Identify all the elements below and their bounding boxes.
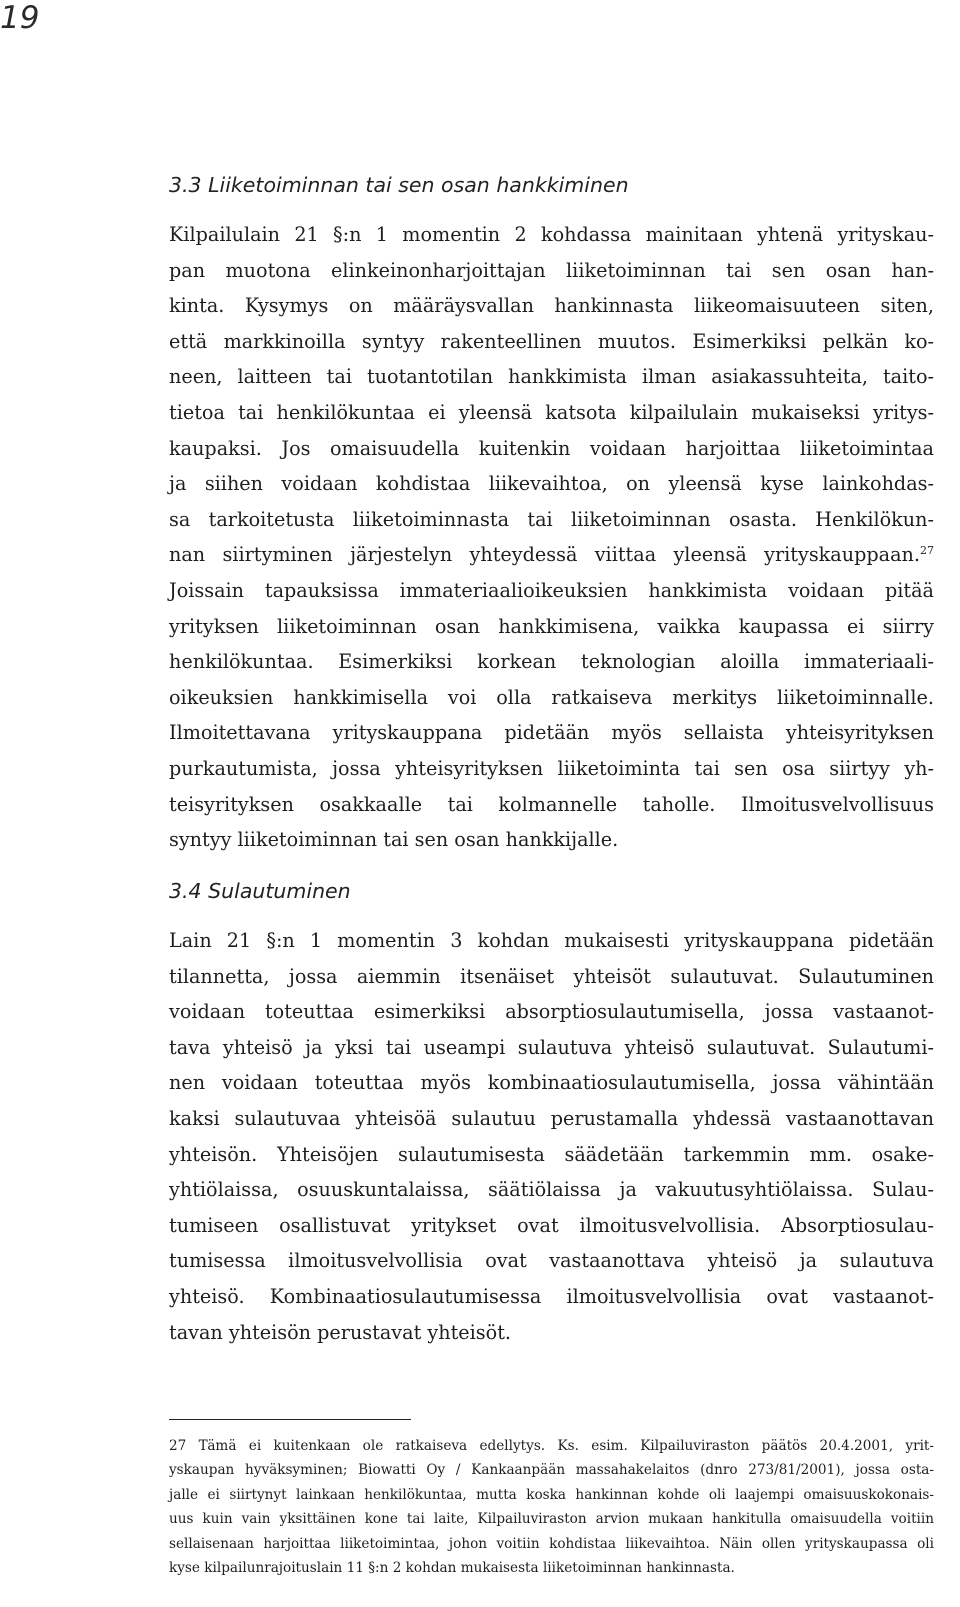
paragraph-line: ja siihen voidaan kohdistaa liikevaihtoa, on yleensä kyse lainkohdas- <box>169 472 934 496</box>
paragraph-line: nen voidaan toteuttaa myös kombinaatiosulautumisella, jossa vähintään <box>169 1071 934 1095</box>
paragraph-line: tava yhteisö ja yksi tai useampi sulautuva yhteisö sulautuvat. Sulautumi- <box>169 1035 934 1059</box>
paragraph-line: kaupaksi. Jos omaisuudella kuitenkin voidaan harjoittaa liiketoimintaa <box>169 436 934 460</box>
paragraph-line: Kilpailulain 21 §:n 1 momentin 2 kohdassa mainitaan yhtenä yrityskau- <box>169 223 934 246</box>
footnote-line: yskaupan hyväksyminen; Biowatti Oy / Kankaanpään massahakelaitos (dnro 273/81/2001), jossa osta- <box>169 1462 934 1479</box>
section-heading-3-4: 3.4 Sulautuminen <box>169 879 351 903</box>
paragraph-line: yhtiölaissa, osuuskuntalaissa, säätiölaissa ja vakuutusyhtiölaissa. Sulau- <box>169 1178 934 1202</box>
paragraph-line: purkautumista, jossa yhteisyrityksen liiketoiminta tai sen osa siirtyy yh- <box>169 756 934 780</box>
paragraph-line: tumiseen osallistuvat yritykset ovat ilmoitusvelvollisia. Absorptiosulau- <box>169 1213 934 1237</box>
footnote-line: 27 Tämä ei kuitenkaan ole ratkaiseva edellytys. Ks. esim. Kilpailuviraston päätös 20.4.2001, yrit- <box>169 1438 934 1454</box>
paragraph-line-with-footnote <box>169 537 934 573</box>
paragraph-line: henkilökuntaa. Esimerkiksi korkean teknologian aloilla immateriaali- <box>169 650 934 674</box>
page-number: 19 <box>0 0 40 36</box>
paragraph-line: Joissain tapauksissa immateriaalioikeuksien hankkimista voidaan pitää <box>169 578 934 602</box>
paragraph-line: Lain 21 §:n 1 momentin 3 kohdan mukaisesti yrityskauppana pidetään <box>169 929 934 952</box>
paragraph-line: Ilmoitettavana yrityskauppana pidetään myös sellaista yhteisyrityksen <box>169 721 934 745</box>
paragraph-line: että markkinoilla syntyy rakenteellinen muutos. Esimerkiksi pelkän ko- <box>169 329 934 353</box>
paragraph-line: tilannetta, jossa aiemmin itsenäiset yhteisöt sulautuvat. Sulautuminen <box>169 964 934 988</box>
paragraph-line: sa tarkoitetusta liiketoiminnasta tai liiketoiminnan osasta. Henkilökun- <box>169 507 934 531</box>
section-heading-3-3: 3.3 Liiketoiminnan tai sen osan hankkiminen <box>169 173 629 197</box>
paragraph-line: kinta. Kysymys on määräysvallan hankinnasta liikeomaisuuteen siten, <box>169 294 934 318</box>
section-3-4-paragraph <box>169 923 934 1350</box>
paragraph-line: oikeuksien hankkimisella voi olla ratkaiseva merkitys liiketoiminnalle. <box>169 685 934 709</box>
footnote-line: uus kuin vain yksittäinen kone tai laite, Kilpailuviraston arvion mukaan hankitulla omaisuudella voitiin <box>169 1511 934 1528</box>
paragraph-line-text: nan siirtyminen järjestelyn yhteydessä viittaa yleensä yrityskauppaan. <box>169 543 920 567</box>
paragraph-line: tumisessa ilmoitusvelvollisia ovat vastaanottava yhteisö ja sulautuva <box>169 1249 934 1273</box>
paragraph-line: yhteisön. Yhteisöjen sulautumisesta säädetään tarkemmin mm. osake- <box>169 1142 934 1166</box>
paragraph-line: teisyrityksen osakkaalle tai kolmannelle taholle. Ilmoitusvelvollisuus <box>169 792 934 816</box>
paragraph-line: syntyy liiketoiminnan tai sen osan hankkijalle. <box>169 828 619 852</box>
paragraph-line: tietoa tai henkilökuntaa ei yleensä katsota kilpailulain mukaiseksi yritys- <box>169 400 934 424</box>
section-3-3-paragraph <box>169 217 934 858</box>
footnote-line: jalle ei siirtynyt lainkaan henkilökuntaa, mutta koska hankinnan kohde oli laajempi omaisuuskokonais- <box>169 1486 934 1503</box>
footnote-line: sellaisenaan harjoittaa liiketoimintaa, johon voitiin kohdistaa liikevaihtoa. Näin ollen yrityskaupassa oli <box>169 1535 934 1552</box>
footnote-divider <box>169 1419 411 1420</box>
paragraph-line: yhteisö. Kombinaatiosulautumisessa ilmoitusvelvollisia ovat vastaanot- <box>169 1284 934 1308</box>
footnote-27 <box>169 1434 934 1580</box>
paragraph-line: tavan yhteisön perustavat yhteisöt. <box>169 1320 512 1344</box>
footnote-line: kyse kilpailunrajoituslain 11 §:n 2 kohdan mukaisesta liiketoiminnan hankinnasta. <box>169 1560 735 1577</box>
footnote-reference[interactable]: 27 <box>920 544 934 558</box>
paragraph-line: neen, laitteen tai tuotantotilan hankkimista ilman asiakassuhteita, taito- <box>169 365 934 389</box>
paragraph-line: yrityksen liiketoiminnan osan hankkimisena, vaikka kaupassa ei siirry <box>169 614 934 638</box>
paragraph-line: kaksi sulautuvaa yhteisöä sulautuu perustamalla yhdessä vastaanottavan <box>169 1106 934 1130</box>
paragraph-line: voidaan toteuttaa esimerkiksi absorptiosulautumisella, jossa vastaanot- <box>169 1000 934 1024</box>
paragraph-line: pan muotona elinkeinonharjoittajan liiketoiminnan tai sen osan han- <box>169 258 934 282</box>
